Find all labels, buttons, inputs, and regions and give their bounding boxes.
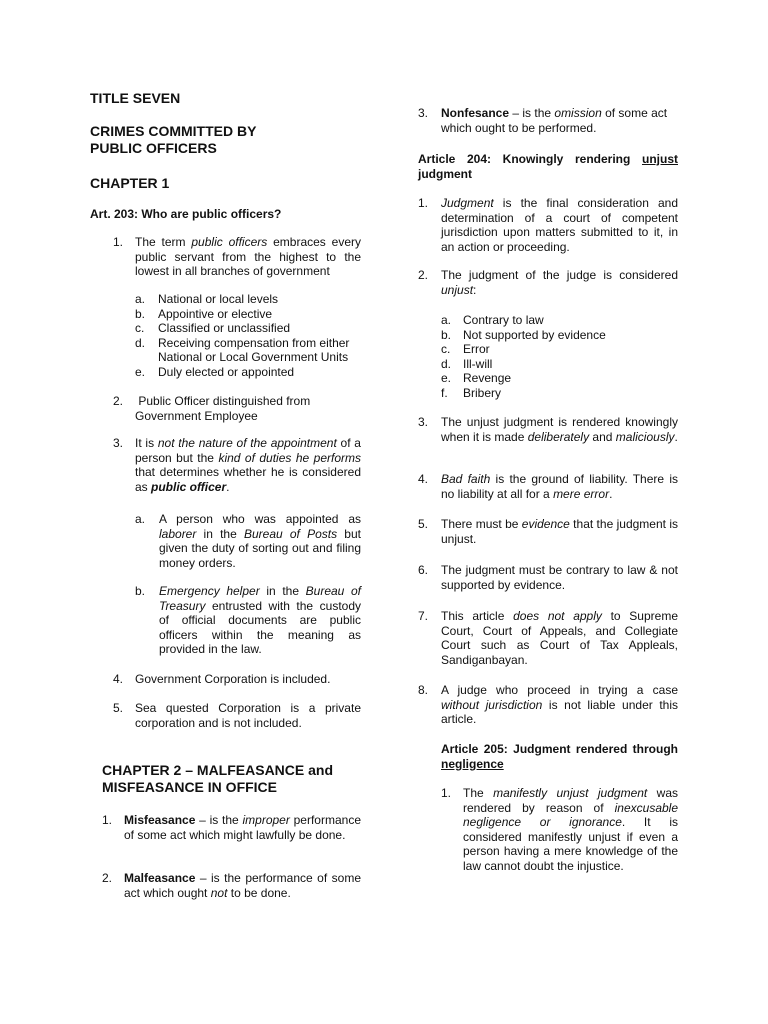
list-item-text: National or local levels xyxy=(158,292,279,306)
list-item-text: Not supported by evidence xyxy=(463,327,606,342)
list-letter: b. xyxy=(135,584,146,598)
list-item-emergency-helper xyxy=(159,584,361,657)
italic-text: Judgment xyxy=(441,196,494,210)
list-item-text: Duly elected or appointed xyxy=(158,364,295,379)
list-letter: d. xyxy=(441,356,452,371)
text-run: . It is considered manifestly unjust if even a person having a mere knowledge of the law cannot doubt the injustice. xyxy=(463,815,678,873)
text-run: is the final consideration and determination of a court of competent jurisdiction upon matters submitted to it, in an action or proceeding. xyxy=(441,196,678,254)
bold-text: Nonfesance xyxy=(441,106,510,120)
text-run: : xyxy=(473,282,477,297)
italic-text: improper xyxy=(242,813,290,827)
text-run: It is xyxy=(135,436,158,450)
art-204-heading xyxy=(418,152,678,181)
text-run: – is the performance of some act which ought xyxy=(124,871,361,900)
list-number: 1. xyxy=(102,813,113,827)
list-item xyxy=(135,336,365,365)
list-item-text: Contrary to law xyxy=(463,313,544,327)
list-item-public-officers xyxy=(135,235,361,279)
text-run: in the xyxy=(196,526,244,541)
list-number: 1. xyxy=(113,235,124,249)
title-seven: TITLE SEVEN xyxy=(90,90,181,106)
list-item-text: Receiving compensation from either National or Local Government Units xyxy=(158,335,350,365)
list-number: 5. xyxy=(113,701,124,715)
art-203-heading: Art. 203: Who are public officers? xyxy=(90,207,282,221)
italic-text: Bureau of Posts xyxy=(243,526,338,541)
chapter-2-line2: MISFEASANCE IN OFFICE xyxy=(102,779,278,795)
list-item-sea-quested: Sea quested Corporation is a private corporation and is not included. xyxy=(135,701,361,730)
list-item xyxy=(441,371,678,386)
text-run: – is the xyxy=(195,813,243,827)
underlined-text: unjust xyxy=(642,152,678,166)
text-run: The term xyxy=(135,235,192,249)
sublist-levels xyxy=(135,292,365,380)
list-letter: e. xyxy=(441,371,452,386)
list-item-text: Appointive or elective xyxy=(158,306,273,321)
italic-text: maliciously xyxy=(615,429,675,444)
list-item-nonfesance xyxy=(441,106,678,135)
bold-text: Misfeasance xyxy=(124,813,196,827)
list-item xyxy=(441,342,678,357)
italic-text: does not apply xyxy=(513,609,602,623)
italic-text: unjust xyxy=(441,282,474,297)
list-item xyxy=(135,307,365,322)
text-run: to Supreme Court, Court of Appeals, and Collegiate Court such as Court of Tax Appleals, Sandiganbayan. xyxy=(441,609,678,667)
list-item-manifestly-unjust xyxy=(463,786,678,874)
sublist-unjust-grounds xyxy=(441,313,678,401)
title-crimes-line1: CRIMES COMMITTED BY xyxy=(90,123,257,139)
text-run: that the judgment is unjust. xyxy=(441,517,678,546)
text-run: The judgment of the judge is considered xyxy=(441,268,678,282)
italic-text: Emergency helper xyxy=(159,584,260,598)
list-item xyxy=(135,292,365,307)
list-item-nature xyxy=(135,436,361,494)
list-item-considered-unjust xyxy=(441,268,678,297)
text-run: There must be xyxy=(441,517,522,531)
text-run: This article xyxy=(441,609,514,623)
text-run: The xyxy=(463,786,494,800)
list-item xyxy=(441,386,678,401)
list-item-distinguished: Public Officer distinguished from Government Employee xyxy=(135,394,314,423)
underlined-text: negligence xyxy=(441,756,504,771)
list-item-not-apply xyxy=(441,609,678,667)
bold-text: Malfeasance xyxy=(124,871,196,885)
list-number: 3. xyxy=(418,415,429,429)
text-run: and xyxy=(589,429,616,444)
list-letter: a. xyxy=(441,313,452,327)
italic-text: Bad faith xyxy=(441,472,491,486)
title-crimes xyxy=(90,123,256,157)
list-number: 5. xyxy=(418,517,429,531)
list-number: 4. xyxy=(418,472,429,486)
italic-text: evidence xyxy=(521,517,570,531)
list-number: 1. xyxy=(441,786,452,800)
text-run: to be done. xyxy=(227,885,291,900)
list-letter: f. xyxy=(441,385,448,400)
text-run: judgment xyxy=(418,166,472,181)
italic-text: kind of duties he performs xyxy=(218,450,361,465)
list-number: 2. xyxy=(102,871,113,885)
text-run: but given the duty of sorting out and filing money orders. xyxy=(159,526,361,570)
italic-text: not xyxy=(210,885,228,900)
text-run: A person who was appointed as xyxy=(159,512,361,526)
text-run: A judge who proceed in trying a case xyxy=(441,683,678,697)
text-run: – is the xyxy=(509,106,555,120)
text-run: is the ground of liability. There is no liability at all for a xyxy=(441,472,678,501)
list-item xyxy=(441,313,678,328)
list-item-text: Ill-will xyxy=(463,356,493,371)
list-item-evidence xyxy=(441,517,678,546)
list-item-laborer xyxy=(159,512,361,570)
chapter-2-line1: CHAPTER 2 – MALFEASANCE and xyxy=(102,762,334,778)
list-number: 2. xyxy=(418,268,429,282)
list-number: 3. xyxy=(113,436,124,450)
list-number: 1. xyxy=(418,196,429,210)
italic-text: inexcusable negligence or ignorance xyxy=(463,800,678,830)
list-letter: c. xyxy=(441,342,451,357)
list-item-malfeasance xyxy=(124,871,361,900)
list-item-text: Error xyxy=(463,342,490,357)
list-number: 2. xyxy=(113,394,124,408)
list-letter: a. xyxy=(135,512,146,526)
italic-text: without jurisdiction xyxy=(441,697,543,712)
list-letter: b. xyxy=(135,306,146,321)
list-number: 8. xyxy=(418,683,429,697)
italic-text: laborer xyxy=(159,526,197,541)
list-letter: b. xyxy=(441,327,452,342)
text-run: entrusted with the custody of official documents are public officers within the meaning as provided in the law. xyxy=(159,598,361,657)
bold-italic-text: public officer xyxy=(151,479,227,494)
text-run: . xyxy=(609,486,613,501)
text-run: was rendered by reason of xyxy=(463,786,678,815)
list-letter: d. xyxy=(135,335,146,350)
text-run: is not liable under this article. xyxy=(441,697,679,727)
list-item-bad-faith xyxy=(441,472,678,501)
list-item-jurisdiction xyxy=(441,683,678,727)
list-item-judgment xyxy=(441,196,678,254)
list-item-gov-corp: Government Corporation is included. xyxy=(135,672,331,686)
text-run: embraces every public servant from the highest to the lowest in all branches of government xyxy=(135,235,361,279)
list-item-text: Revenge xyxy=(463,371,512,386)
list-item xyxy=(135,321,365,336)
list-item xyxy=(441,357,678,372)
text-run: Article 205: Judgment rendered through xyxy=(441,742,678,756)
list-number: 4. xyxy=(113,672,124,686)
list-item-misfeasance xyxy=(124,813,361,842)
list-item-text: Bribery xyxy=(463,385,502,400)
italic-text: manifestly unjust judgment xyxy=(493,786,648,800)
text-run: . xyxy=(674,429,678,444)
text-run: . xyxy=(226,479,230,494)
list-item-text: Classified or unclassified xyxy=(158,321,291,336)
italic-text: Bureau of Treasury xyxy=(159,584,361,613)
text-run: of a person but the xyxy=(135,436,361,465)
art-205-heading xyxy=(441,742,678,771)
chapter-1-heading: CHAPTER 1 xyxy=(90,175,170,191)
italic-text: omission xyxy=(554,106,602,120)
list-number: 3. xyxy=(418,106,429,120)
list-number: 6. xyxy=(418,563,429,577)
list-item xyxy=(135,365,365,380)
list-letter: a. xyxy=(135,292,146,306)
italic-text: deliberately xyxy=(527,429,590,444)
list-item-contrary: The judgment must be contrary to law & not supported by evidence. xyxy=(441,563,678,592)
text-run: of some act which ought to be performed. xyxy=(441,106,668,135)
list-item-knowingly xyxy=(441,415,678,444)
list-item xyxy=(441,328,678,343)
text-run: in the xyxy=(259,584,306,598)
title-crimes-line2: PUBLIC OFFICERS xyxy=(90,140,217,156)
chapter-2-heading xyxy=(102,762,333,796)
text-run: Article 204: Knowingly rendering xyxy=(418,152,642,166)
text-run: The unjust judgment is rendered knowingly when it is made xyxy=(441,415,678,444)
list-letter: c. xyxy=(135,321,145,336)
italic-text: public officers xyxy=(191,235,268,249)
list-letter: e. xyxy=(135,364,146,379)
italic-text: not the nature of the appointment xyxy=(157,436,337,450)
text-run: that determines whether he is considered as xyxy=(135,465,361,494)
list-number: 7. xyxy=(418,609,429,623)
italic-text: mere error xyxy=(553,486,610,501)
text-run: performance of some act which might lawfully be done. xyxy=(124,813,361,842)
